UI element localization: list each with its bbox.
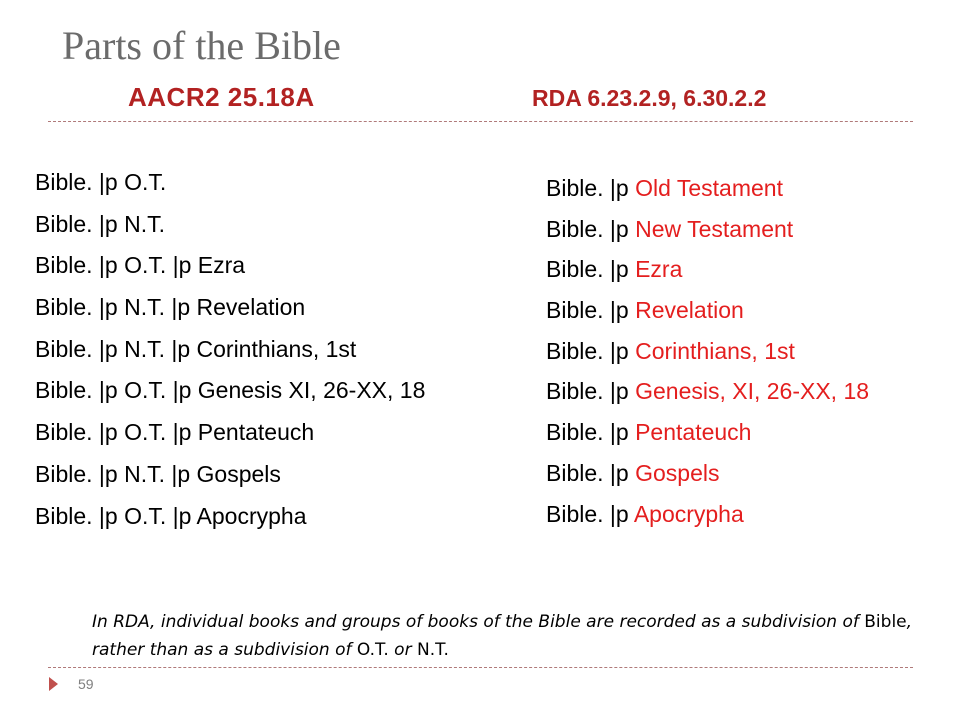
rda-prefix: Bible. |p [546,459,636,486]
rda-part-name: Pentateuch [635,419,752,446]
rda-prefix: Bible. |p [546,378,636,405]
rda-part-name: New Testament [635,215,794,242]
note-term-ot: O.T. [356,640,389,660]
rda-list-item [546,494,869,535]
rda-prefix: Bible. |p [546,419,636,446]
rda-part-name: Gospels [635,459,720,486]
rda-list-item [546,249,869,290]
rda-list-item [546,371,869,412]
rda-part-name: Apocrypha [633,500,744,527]
rda-part-name: Old Testament [635,175,783,201]
note-text: In RDA, individual books and groups of books of the Bible are recorded as a subdivision of [92,612,865,632]
aacr-list-item: Bible. |p N.T. [35,210,165,237]
rda-prefix: Bible. |p [546,256,636,283]
rda-list-item [546,412,869,453]
rda-list [546,168,869,534]
rda-list-item [546,453,869,494]
note-term-bible: Bible [864,612,907,632]
rda-note [92,608,922,664]
note-term-nt: N.T. [416,640,449,660]
rda-prefix: Bible. |p [546,337,636,364]
aacr-list-item: Bible. |p N.T. |p Revelation [35,294,306,321]
aacr-list-item: Bible. |p O.T. |p Apocrypha [35,502,307,529]
triangle-bullet-icon [49,677,58,691]
rda-list-item [546,290,869,331]
rda-prefix: Bible. |p [546,500,634,527]
aacr-list-item: Bible. |p O.T. [35,169,167,195]
rda-part-name: Revelation [635,297,744,324]
rda-prefix: Bible. |p [546,297,636,324]
rda-part-name: Ezra [635,256,683,283]
rda-header: RDA 6.23.2.9, 6.30.2.2 [532,85,767,111]
aacr-header: AACR2 25.18A [128,82,315,112]
rda-list-item [546,209,869,250]
note-text: or [388,640,417,660]
top-divider [48,121,913,122]
aacr-list-item: Bible. |p O.T. |p Ezra [35,252,246,279]
note-text: , rather than as a subdivision of [92,612,913,660]
rda-part-name: Genesis, XI, 26-XX, 18 [635,378,870,405]
aacr-list [35,162,425,537]
page-number: 59 [78,676,94,692]
rda-list-item [546,331,869,372]
rda-prefix: Bible. |p [546,175,636,201]
bottom-divider [48,667,913,668]
rda-part-name: Corinthians, 1st [635,337,795,364]
aacr-list-item: Bible. |p O.T. |p Pentateuch [35,419,315,446]
aacr-list-item: Bible. |p O.T. |p Genesis XI, 26-XX, 18 [35,377,426,404]
rda-prefix: Bible. |p [546,215,636,242]
aacr-list-item: Bible. |p N.T. |p Corinthians, 1st [35,335,357,362]
rda-list-item [546,168,869,209]
aacr-list-item: Bible. |p N.T. |p Gospels [35,460,281,487]
slide-title: Parts of the Bible [62,23,341,68]
